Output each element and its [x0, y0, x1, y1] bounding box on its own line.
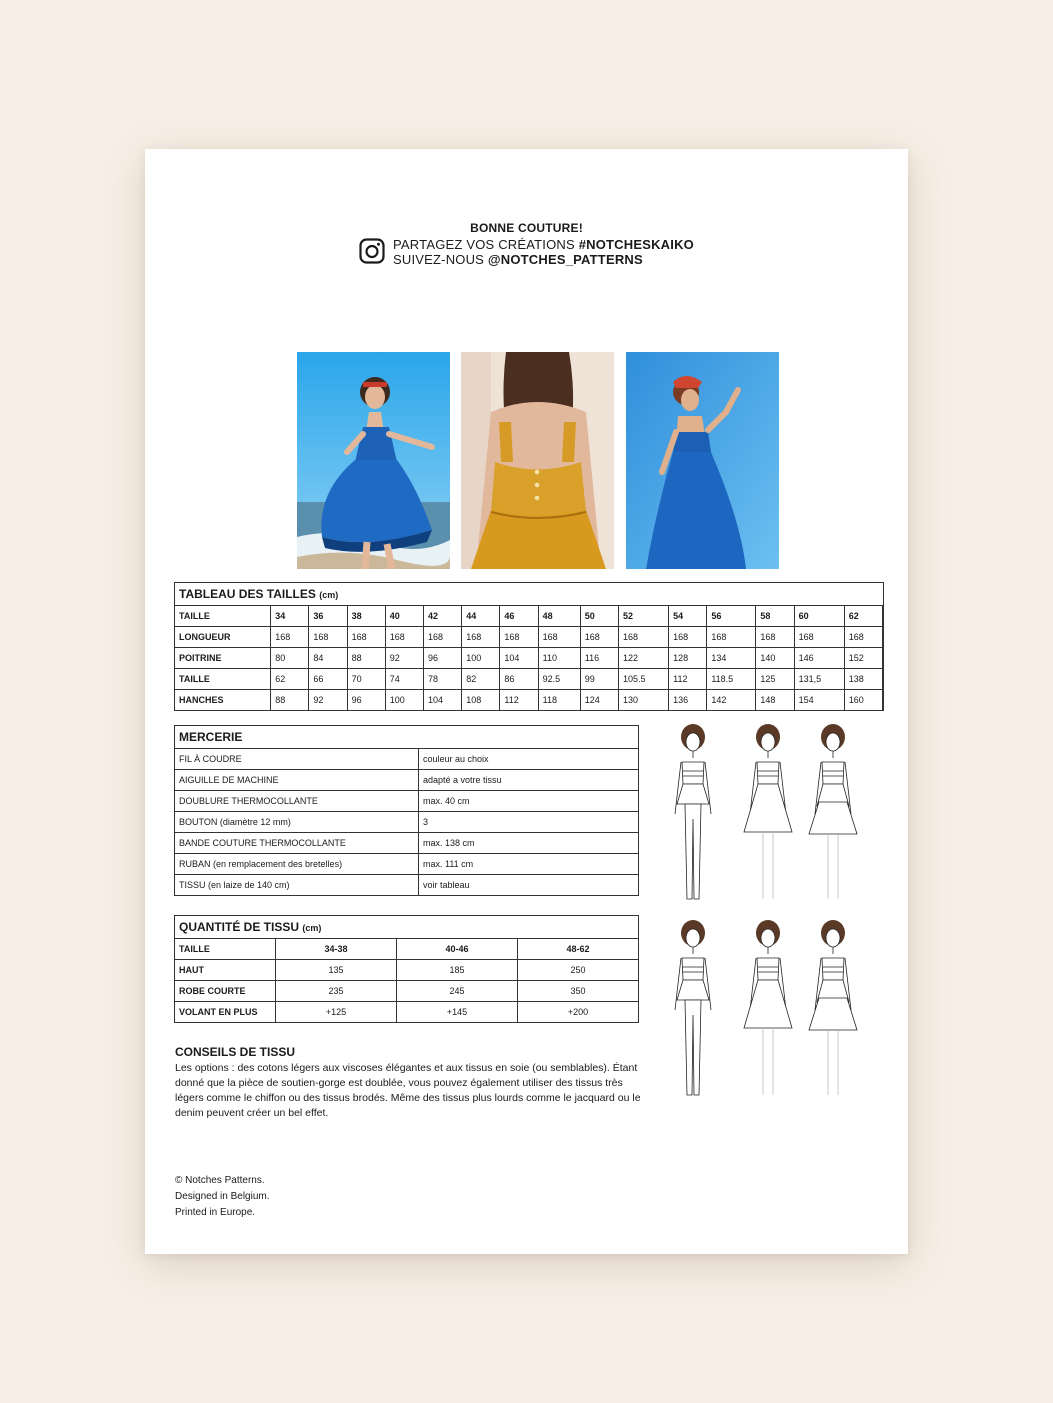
size-cell: 168: [707, 627, 756, 648]
fabric-qty-cell: 185: [397, 960, 518, 981]
size-cell: 148: [756, 690, 794, 711]
size-cell: 116: [580, 648, 618, 669]
figure-top: [675, 724, 711, 899]
social-block: [359, 237, 694, 267]
size-cell: 92.5: [538, 669, 580, 690]
size-cell: 82: [462, 669, 500, 690]
size-cell: 42: [424, 606, 462, 627]
size-cell: 70: [347, 669, 385, 690]
mercerie-item: AIGUILLE DE MACHINE: [175, 770, 419, 791]
size-cell: 84: [309, 648, 347, 669]
size-cell: 128: [669, 648, 707, 669]
mercerie-row: [175, 812, 639, 833]
size-row: [175, 627, 884, 648]
size-cell: 54: [669, 606, 707, 627]
fabric-qty-cell: 135: [276, 960, 397, 981]
footer-designed: Designed in Belgium.: [175, 1191, 270, 1202]
size-cell: 60: [794, 606, 844, 627]
mercerie-row: [175, 854, 639, 875]
size-table-title-text: TABLEAU DES TAILLES: [179, 587, 316, 601]
size-cell: 168: [669, 627, 707, 648]
size-cell: 122: [618, 648, 668, 669]
instagram-handle: @NOTCHES_PATTERNS: [487, 252, 643, 267]
size-cell: 88: [347, 648, 385, 669]
size-cell: 52: [618, 606, 668, 627]
follow-text: SUIVEZ-NOUS: [393, 252, 488, 267]
figure-top: [675, 920, 711, 1095]
size-cell: 78: [424, 669, 462, 690]
size-cell: 146: [794, 648, 844, 669]
fabric-qty-cell: +125: [276, 1002, 397, 1023]
size-cell: 168: [347, 627, 385, 648]
fabric-advice-body: Les options : des cotons légers aux viscoses élégantes et aux tissus en soie (ou semblables). Étant donné que la pièce de soutien-gorge est doublée, vous pouvez également utiliser des tissus très légers comme le chiffon ou des tissus brodés. Même des tissus plus lourds comme le jacquard ou le denim peuvent créer un bel effet.: [175, 1062, 641, 1119]
header-line-3: [393, 252, 694, 267]
photo-back-view: [461, 352, 614, 569]
mercerie-item: DOUBLURE THERMOCOLLANTE: [175, 791, 419, 812]
size-cell: 112: [500, 690, 538, 711]
size-row-end: [883, 606, 884, 627]
pattern-sheet: [145, 149, 908, 1254]
size-cell: 168: [271, 627, 309, 648]
size-cell: 131,5: [794, 669, 844, 690]
size-row-end: [883, 690, 884, 711]
size-row-end: [883, 648, 884, 669]
size-cell: 168: [580, 627, 618, 648]
fabric-qty-row-label: HAUT: [175, 960, 276, 981]
mercerie-item: RUBAN (en remplacement des bretelles): [175, 854, 419, 875]
size-cell: 140: [756, 648, 794, 669]
size-cell: 168: [844, 627, 882, 648]
size-row: [175, 648, 884, 669]
mercerie-item: BOUTON (diamètre 12 mm): [175, 812, 419, 833]
size-cell: 50: [580, 606, 618, 627]
mercerie-item: TISSU (en laize de 140 cm): [175, 875, 419, 896]
fabric-qty-title: [175, 916, 639, 939]
fabric-qty-cell: 245: [397, 981, 518, 1002]
size-cell: 118: [538, 690, 580, 711]
fabric-qty-cell: 250: [518, 960, 639, 981]
size-cell: 86: [500, 669, 538, 690]
photo-beach-twirl: [297, 352, 450, 569]
size-cell: 168: [385, 627, 423, 648]
fabric-qty-header-cell: 34-38: [276, 939, 397, 960]
fabric-qty-row: [175, 981, 639, 1002]
mercerie-row: [175, 875, 639, 896]
figure-peplum: [809, 920, 857, 1095]
mercerie-table: [174, 725, 639, 896]
mercerie-row: [175, 770, 639, 791]
size-row: [175, 669, 884, 690]
size-cell: 104: [500, 648, 538, 669]
size-cell: 100: [462, 648, 500, 669]
size-cell: 168: [424, 627, 462, 648]
size-cell: 168: [794, 627, 844, 648]
fabric-qty-header-label: TAILLE: [175, 939, 276, 960]
fabric-advice: [175, 1045, 645, 1121]
size-cell: 168: [309, 627, 347, 648]
photo-row: [297, 352, 779, 569]
size-cell: 88: [271, 690, 309, 711]
size-row: [175, 606, 884, 627]
size-cell: 168: [756, 627, 794, 648]
size-cell: 38: [347, 606, 385, 627]
size-table-title: [175, 583, 884, 606]
mercerie-title: MERCERIE: [175, 726, 639, 749]
header-line-1: BONNE COUTURE!: [470, 221, 583, 235]
size-cell: 168: [462, 627, 500, 648]
fabric-qty-row-label: ROBE COURTE: [175, 981, 276, 1002]
size-table: [174, 582, 884, 711]
fabric-qty-header-cell: 48-62: [518, 939, 639, 960]
mercerie-item: BANDE COUTURE THERMOCOLLANTE: [175, 833, 419, 854]
size-cell: 62: [844, 606, 882, 627]
figure-dress: [744, 724, 792, 899]
fabric-qty-title-text: QUANTITÉ DE TISSU: [179, 920, 300, 934]
mercerie-value: max. 111 cm: [419, 854, 639, 875]
size-cell: 134: [707, 648, 756, 669]
size-cell: 46: [500, 606, 538, 627]
size-cell: 66: [309, 669, 347, 690]
fabric-qty-cell: +145: [397, 1002, 518, 1023]
size-cell: 118.5: [707, 669, 756, 690]
size-cell: 152: [844, 648, 882, 669]
mercerie-item: FIL À COUDRE: [175, 749, 419, 770]
fabric-qty-cell: 350: [518, 981, 639, 1002]
fabric-quantity-table: [174, 915, 639, 1023]
size-cell: 74: [385, 669, 423, 690]
size-cell: 48: [538, 606, 580, 627]
size-cell: 168: [500, 627, 538, 648]
size-table-unit: (cm): [319, 590, 339, 600]
size-cell: 58: [756, 606, 794, 627]
size-cell: 96: [424, 648, 462, 669]
fabric-qty-row-label: VOLANT EN PLUS: [175, 1002, 276, 1023]
mercerie-value: 3: [419, 812, 639, 833]
size-cell: 168: [538, 627, 580, 648]
header-line-2: [393, 237, 694, 252]
fabric-qty-unit: (cm): [302, 923, 322, 933]
mercerie-value: adapté a votre tissu: [419, 770, 639, 791]
size-row-label: POITRINE: [175, 648, 271, 669]
size-cell: 104: [424, 690, 462, 711]
fabric-qty-header: [175, 939, 639, 960]
size-cell: 112: [669, 669, 707, 690]
size-cell: 80: [271, 648, 309, 669]
size-cell: 99: [580, 669, 618, 690]
size-cell: 138: [844, 669, 882, 690]
size-row: [175, 690, 884, 711]
size-cell: 100: [385, 690, 423, 711]
size-row-end: [883, 669, 884, 690]
figure-dress: [744, 920, 792, 1095]
size-cell: 36: [309, 606, 347, 627]
size-cell: 96: [347, 690, 385, 711]
mercerie-value: max. 40 cm: [419, 791, 639, 812]
size-cell: 130: [618, 690, 668, 711]
footer-printed: Printed in Europe.: [175, 1207, 256, 1218]
size-cell: 110: [538, 648, 580, 669]
size-cell: 92: [309, 690, 347, 711]
size-cell: 124: [580, 690, 618, 711]
mercerie-value: couleur au choix: [419, 749, 639, 770]
mercerie-value: max. 138 cm: [419, 833, 639, 854]
size-cell: 136: [669, 690, 707, 711]
size-cell: 154: [794, 690, 844, 711]
size-row-label: TAILLE: [175, 606, 271, 627]
size-cell: 160: [844, 690, 882, 711]
fabric-qty-row: [175, 960, 639, 981]
size-cell: 40: [385, 606, 423, 627]
figure-peplum: [809, 724, 857, 899]
size-row-label: LONGUEUR: [175, 627, 271, 648]
mercerie-row: [175, 791, 639, 812]
technical-drawings: [673, 724, 863, 1109]
footer-copyright: © Notches Patterns.: [175, 1175, 265, 1186]
size-cell: 44: [462, 606, 500, 627]
fabric-qty-cell: 235: [276, 981, 397, 1002]
size-row-label: TAILLE: [175, 669, 271, 690]
instagram-icon: [359, 238, 385, 264]
size-row-end: [883, 627, 884, 648]
size-cell: 34: [271, 606, 309, 627]
size-cell: 56: [707, 606, 756, 627]
fabric-qty-header-cell: 40-46: [397, 939, 518, 960]
footer: [175, 1173, 270, 1221]
mercerie-value: voir tableau: [419, 875, 639, 896]
size-cell: 125: [756, 669, 794, 690]
size-cell: 105.5: [618, 669, 668, 690]
size-cell: 108: [462, 690, 500, 711]
header-block: [145, 221, 908, 267]
fabric-advice-title: CONSEILS DE TISSU: [175, 1045, 296, 1059]
mercerie-row: [175, 833, 639, 854]
fabric-qty-cell: +200: [518, 1002, 639, 1023]
size-cell: 168: [618, 627, 668, 648]
size-cell: 142: [707, 690, 756, 711]
size-cell: 92: [385, 648, 423, 669]
hashtag: #NOTCHESKAIKO: [578, 237, 694, 252]
size-cell: 62: [271, 669, 309, 690]
fabric-qty-row: [175, 1002, 639, 1023]
photo-long-dress: [626, 352, 779, 569]
size-row-label: HANCHES: [175, 690, 271, 711]
share-text: PARTAGEZ VOS CRÉATIONS: [393, 237, 579, 252]
mercerie-row: [175, 749, 639, 770]
